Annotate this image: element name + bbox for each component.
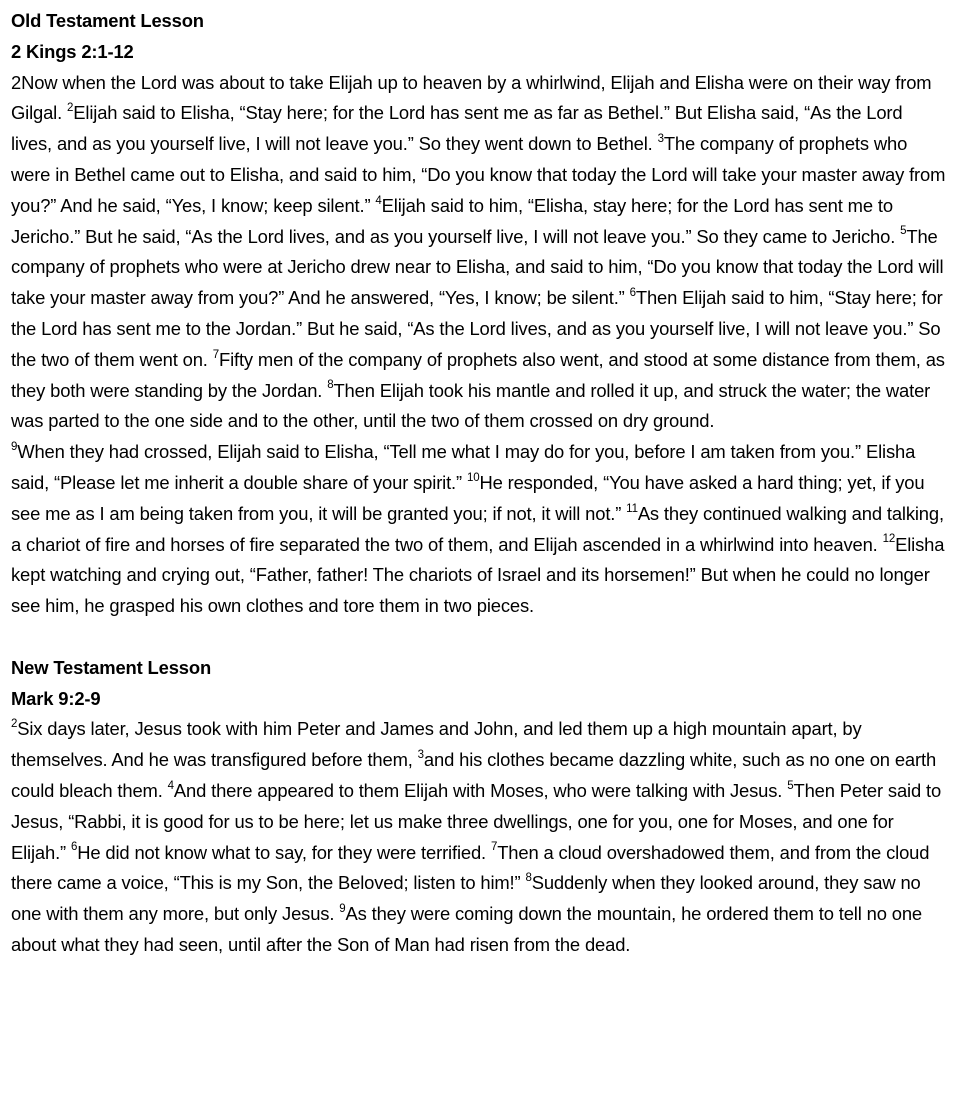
verse-number: 7 (212, 348, 219, 361)
verse-text: Fifty men of the company of prophets also went, and stood at some distance from them, as they both were standing by the Jordan. (11, 348, 945, 401)
verse-text: Elijah said to Elisha, “Stay here; for the Lord has sent me as far as Bethel.” But Elisha said, “As the Lord lives, and as you yourself live, I will not leave you.” So they went down to Bethel. (11, 102, 903, 155)
verse-number: 11 (626, 502, 638, 515)
verse-number: 10 (466, 471, 480, 484)
verse-text: The company of prophets who were at Jericho drew near to Elisha, and said to him, “Do you know that today the Lord will take your master away from you?” And he answered, “Yes, I know; be silent.” (11, 225, 944, 309)
new-testament-lesson (11, 653, 946, 961)
verse-text: Elisha kept watching and crying out, “Father, father! The chariots of Israel and its horsemen!” But when he could no longer see him, he grasped his own clothes and tore them in two pieces. (11, 533, 945, 617)
lesson-heading: Old Testament Lesson (11, 10, 204, 31)
scripture-paragraph (11, 68, 946, 438)
verse-text: He did not know what to say, for they were terrified. (77, 841, 491, 863)
verse-text: He responded, “You have asked a hard thing; yet, if you see me as I am being taken from you, it will be granted you; if not, it will not.” (11, 471, 925, 524)
verse-text: And there appeared to them Elijah with Moses, who were talking with Jesus. (173, 779, 788, 801)
scripture-paragraph (11, 437, 946, 622)
verse-number: 5 (787, 779, 794, 792)
lesson-heading: New Testament Lesson (11, 656, 212, 678)
old-testament-lesson (11, 6, 946, 622)
scripture-paragraph (11, 714, 946, 960)
verse-text: Suddenly when they looked around, they saw no one with them any more, but only Jesus. (11, 872, 921, 925)
verse-text: The company of prophets who were in Bethel came out to Elisha, and said to him, “Do you know that today the Lord will take your master away from you?” And he said, “Yes, I know; keep silent.” (11, 133, 946, 216)
verse-number: 6 (70, 841, 78, 854)
verse-text: and his clothes became dazzling white, such as no one on earth could bleach them. (11, 749, 937, 801)
verse-number: 2 (67, 102, 74, 115)
scripture-reference: 2 Kings 2:1-12 (11, 40, 134, 62)
scripture-reference: Mark 9:2-9 (11, 687, 101, 709)
verse-number: 8 (327, 379, 334, 392)
verse-text: When they had crossed, Elijah said to Elisha, “Tell me what I may do for you, before I am taken from you.” Elisha said, “Please let me inherit a double share of your spirit.” (11, 441, 916, 493)
verse-number: 7 (490, 841, 498, 854)
verse-number: 8 (525, 872, 532, 885)
verse-text: Then Elijah took his mantle and rolled it up, and struck the water; the water was parted to the one side and to the other, until the two of them crossed on dry ground. (11, 379, 931, 432)
verse-number: 2 (11, 718, 18, 731)
verse-number: 4 (167, 779, 174, 792)
section-spacer (11, 622, 946, 653)
verse-text: As they were coming down the mountain, he ordered them to tell no one about what they had seen, until after the Son of Man had risen from the dead. (11, 903, 922, 955)
verse-text: 2Now when the Lord was about to take Elijah up to heaven by a whirlwind, Elijah and Elisha were on their way from Gilgal. (11, 71, 932, 124)
verse-number: 9 (339, 902, 346, 915)
verse-number: 5 (900, 225, 907, 238)
verse-text: Six days later, Jesus took with him Peter and James and John, and led them up a high mountain apart, by themselves. And he was transfigured before them, (11, 718, 862, 771)
verse-text: Elijah said to him, “Elisha, stay here; for the Lord has sent me to Jericho.” But he said, “As the Lord lives, and as you yourself live, I will not leave you.” So they came to Jericho. (11, 194, 901, 247)
verse-text: Then Peter said to Jesus, “Rabbi, it is good for us to be here; let us make three dwellings, one for you, one for Moses, and one for Elijah.” (11, 779, 942, 863)
verse-number: 3 (417, 749, 424, 761)
verse-number: 6 (629, 287, 636, 300)
verse-text: As they continued walking and talking, a chariot of fire and horses of fire separated the two of them, and Elijah ascended in a whirlwind into heaven. (11, 502, 944, 555)
verse-text: Then a cloud overshadowed them, and from the cloud there came a voice, “This is my Son, the Beloved; listen to him!” (11, 841, 930, 894)
verse-number: 4 (375, 194, 382, 207)
verse-number: 9 (11, 441, 18, 454)
verse-text: Then Elijah said to him, “Stay here; for the Lord has sent me to the Jordan.” But he said, “As the Lord lives, and as you yourself live, I will not leave you.” So the two of them went on. (11, 287, 943, 370)
verse-number: 12 (882, 533, 896, 546)
verse-number: 3 (657, 133, 664, 146)
